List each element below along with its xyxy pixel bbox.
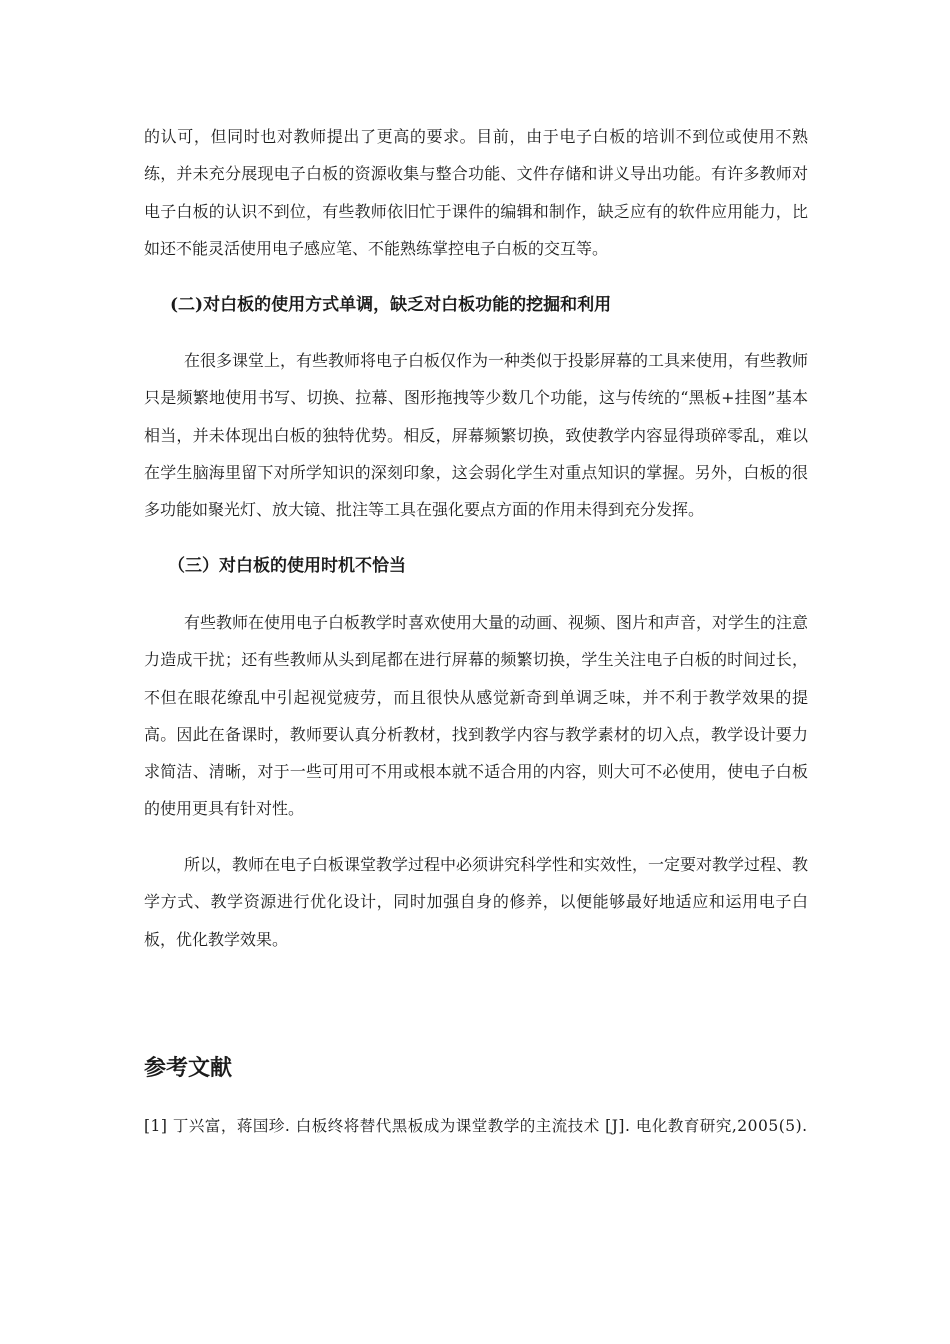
paragraph-continuation: 的认可，但同时也对教师提出了更高的要求。目前，由于电子白板的培训不到位或使用不熟练，并未充分展现电子白板的资源收集与整合功能、文件存储和讲义导出功能。有许多教师对电子白板的认识不到位，有些教师依旧忙于课件的编辑和制作，缺乏应有的软件应用能力，比如还不能灵活使用电子感应笔、不能熟练掌控电子白板的交互等。 [144,127,808,258]
reference-item: [1] 丁兴富，蒋国珍. 白板终将替代黑板成为课堂教学的主流技术 [J]. 电化教育研究,2005(5). [144,1117,808,1135]
paragraph-section-3: 有些教师在使用电子白板教学时喜欢使用大量的动画、视频、图片和声音，对学生的注意力造成干扰；还有些教师从头到尾都在进行屏幕的频繁切换，学生关注电子白板的时间过长，不但在眼花缭乱中引起视觉疲劳，而且很快从感觉新奇到单调乏味，并不利于教学效果的提高。因此在备课时，教师要认真分析教材，找到教学内容与教学素材的切入点，教学设计要力求简洁、清晰，对于一些可用可不用或根本就不适合用的内容，则大可不必使用，使电子白板的使用更具有针对性。 [144,613,809,819]
paragraph-section-2: 在很多课堂上，有些教师将电子白板仅作为一种类似于投影屏幕的工具来使用，有些教师只是频繁地使用书写、切换、拉幕、图形拖拽等少数几个功能，这与传统的“黑板+挂图”基本相当，并未体现出白板的独特优势。相反，屏幕频繁切换，致使教学内容显得琐碎零乱，难以在学生脑海里留下对所学知识的深刻印象，这会弱化学生对重点知识的掌握。另外，白板的很多功能如聚光灯、放大镜、批注等工具在强化要点方面的作用未得到充分发挥。 [144,351,809,520]
section-heading-3: （三）对白板的使用时机不恰当 [168,556,406,576]
references-title: 参考文献 [144,1056,233,1081]
section-heading-2: (二)对白板的使用方式单调，缺乏对白板功能的挖掘和利用 [170,295,612,315]
paragraph-conclusion: 所以，教师在电子白板课堂教学过程中必须讲究科学性和实效性，一定要对教学过程、教学方式、教学资源进行优化设计，同时加强自身的修养，以便能够最好地适应和运用电子白板，优化教学效果。 [144,855,809,949]
